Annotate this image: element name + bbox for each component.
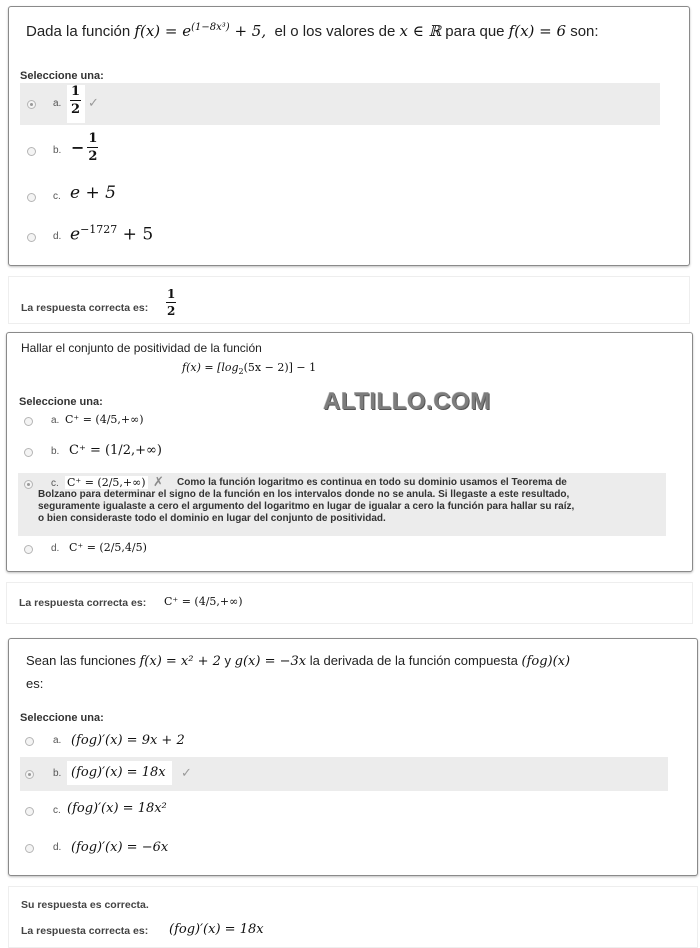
- q1-feedback-label: La respuesta correcta es:: [21, 302, 149, 314]
- q3-option-b-radio[interactable]: [25, 770, 34, 779]
- q3-option-a-radio[interactable]: [25, 737, 34, 746]
- q1-feedback-answer: $\frac{1}{2}$: [167, 287, 176, 318]
- q3-option-d-letter: d.: [53, 842, 62, 853]
- q2-feedback-answer: C⁺ = (4/5,+∞): [164, 595, 243, 608]
- q1-option-a-letter: a.: [53, 98, 62, 109]
- q3-option-d-radio[interactable]: [25, 844, 34, 853]
- q3-option-b-letter: b.: [53, 768, 62, 779]
- q2-option-c-answer: C⁺ = (2/5,+∞): [67, 476, 146, 489]
- q3-option-d-answer: (fog)′(x) = −6x: [71, 840, 169, 855]
- q2-option-b-letter: b.: [51, 446, 60, 457]
- q1-prompt-xin: x ∈ ℝ: [399, 22, 442, 40]
- q1-option-c-letter: c.: [53, 191, 61, 202]
- q3-option-c-answer: (fog)′(x) = 18x²: [67, 801, 167, 816]
- q2-formula: $f(x) = [\log_2(5x - 2)] - 1$: [182, 361, 317, 377]
- q1-option-d-letter: d.: [53, 231, 62, 242]
- q2-option-b-answer: C⁺ = (1/2,+∞): [69, 443, 162, 458]
- q1-prompt-end: son:: [570, 23, 599, 40]
- q3-option-b-check-icon: ✓: [181, 765, 192, 780]
- q2-option-c-comment: Como la función logaritmo es continua en todo su dominio usamos el Teorema de Bolzano para determinar el signo de la función en los intervalos donde no se anula. Si llegaste a este resultado, seguramente igualaste a cero el argumento del logaritmo en lugar de igualar a cero la función para hallar su raíz, o bien consideraste todo el dominio en lugar del conjunto de positividad.: [38, 477, 575, 524]
- q1-prompt-pre: Dada la función: [26, 23, 131, 40]
- q1-option-d-radio[interactable]: [27, 233, 36, 242]
- q1-option-d-answer: $e^{-1727} + 5$: [70, 223, 154, 245]
- q2-option-c-radio[interactable]: [24, 480, 33, 489]
- q1-option-b-letter: b.: [53, 145, 62, 156]
- q1-select-label: Seleccione una:: [20, 70, 104, 82]
- q3-feedback-label: La respuesta correcta es:: [21, 925, 149, 937]
- q2-option-a-answer: C⁺ = (4/5,+∞): [65, 413, 144, 426]
- q3-option-a-letter: a.: [53, 735, 62, 746]
- question-1-card: [8, 6, 690, 266]
- q1-prompt-func: $f(x) = e^{(1-8x^3)} + 5$,: [134, 22, 267, 40]
- q3-feedback-status: Su respuesta es correcta.: [21, 899, 149, 911]
- q3-select-label: Seleccione una:: [20, 712, 104, 724]
- q3-option-c-letter: c.: [53, 805, 61, 816]
- q1-option-a-answer: $\frac{1}{2}$: [67, 85, 85, 123]
- question-3-feedback: [8, 886, 698, 948]
- q1-prompt-mid: el o los valores de: [274, 23, 396, 40]
- q3-option-c-radio[interactable]: [25, 807, 34, 816]
- q1-option-b-radio[interactable]: [27, 147, 36, 156]
- q2-option-c-letter: c.: [51, 478, 59, 489]
- q1-option-c-radio[interactable]: [27, 193, 36, 202]
- q3-option-b-answer: (fog)′(x) = 18x: [67, 761, 172, 785]
- question-1-prompt: [26, 22, 599, 40]
- q1-option-a-check-icon: ✓: [88, 95, 99, 110]
- q2-option-d-letter: d.: [51, 543, 60, 554]
- q2-option-a-letter: a.: [51, 415, 60, 426]
- q1-option-c-answer: e + 5: [70, 183, 116, 203]
- q2-option-b-radio[interactable]: [24, 448, 33, 457]
- question-3-card: [8, 638, 698, 876]
- q2-option-d-answer: C⁺ = (2/5,4/5): [69, 541, 147, 554]
- q2-feedback-label: La respuesta correcta es:: [19, 597, 147, 609]
- q2-select-label: Seleccione una:: [19, 396, 103, 408]
- q3-feedback-answer: (fog)′(x) = 18x: [169, 922, 264, 937]
- q1-option-a-radio[interactable]: [27, 100, 36, 109]
- q1-prompt-para: para que: [445, 23, 505, 40]
- q1-option-b-answer: − $\frac{1}{2}$: [71, 131, 98, 164]
- question-2-feedback: [6, 582, 693, 624]
- q3-option-a-answer: (fog)′(x) = 9x + 2: [71, 733, 185, 748]
- q1-option-a-row[interactable]: [20, 83, 660, 125]
- q2-option-d-radio[interactable]: [24, 545, 33, 554]
- question-2-card: [6, 332, 693, 572]
- question-1-feedback: [8, 276, 690, 324]
- q3-prompt: Sean las funciones f(x) = x² + 2 y g(x) = −3x la derivada de la función compuesta (fog)(x) es:: [26, 653, 571, 691]
- q2-prompt: Hallar el conjunto de positividad de la función: [21, 341, 262, 355]
- watermark-logo: ALTILLO.COM: [323, 388, 491, 415]
- q1-prompt-cond: f(x) = 6: [508, 22, 567, 40]
- q2-option-c-cross-icon: ✗: [153, 474, 164, 489]
- q2-option-a-radio[interactable]: [24, 417, 33, 426]
